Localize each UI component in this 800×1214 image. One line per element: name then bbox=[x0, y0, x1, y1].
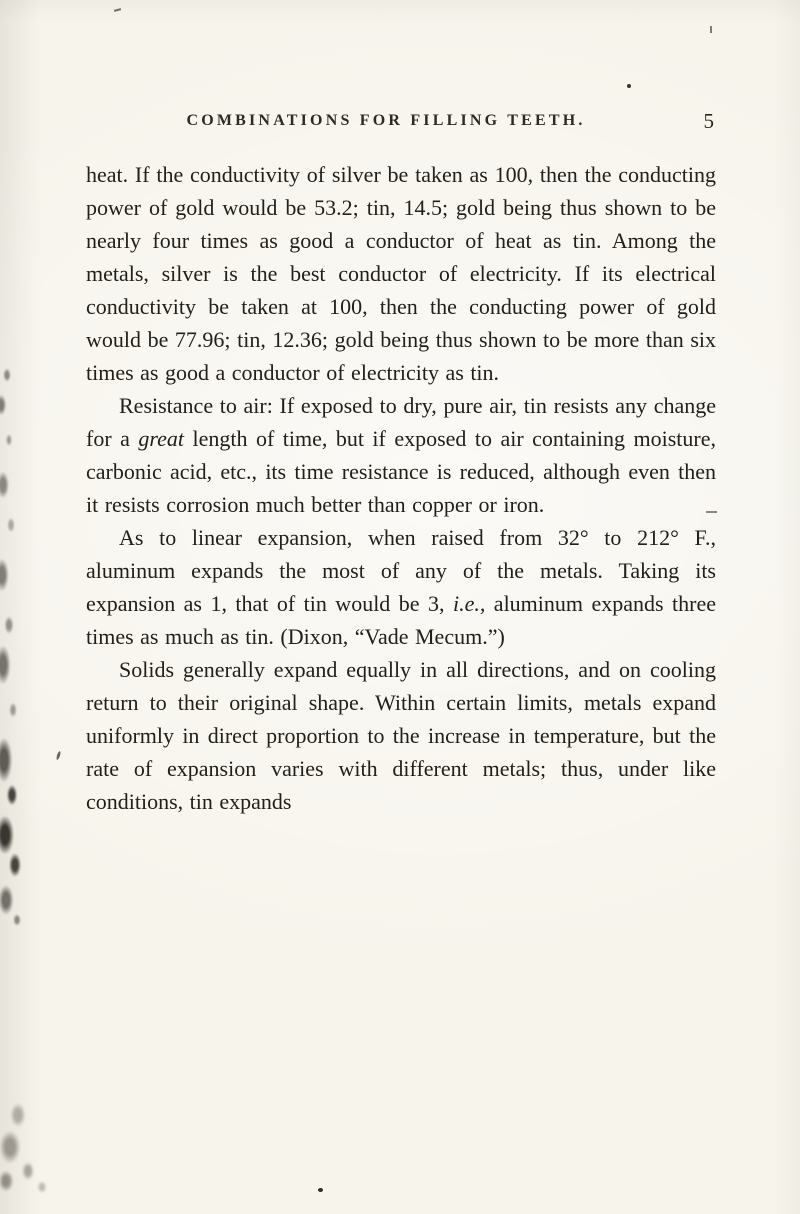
header-title: COMBINATIONS FOR FILLING TEETH. bbox=[186, 112, 586, 129]
running-header bbox=[86, 109, 716, 142]
paragraph bbox=[86, 158, 716, 389]
scan-dot-bottom-center bbox=[318, 1188, 323, 1192]
scan-mark-top-right bbox=[710, 26, 712, 33]
text-segment: length of time, but if exposed to air containing moisture, carbonic acid, etc., its time resistance is reduced, although even then it resists corrosion much better than copper or iron. bbox=[86, 426, 716, 517]
text-column bbox=[86, 109, 716, 818]
paragraph bbox=[86, 653, 716, 818]
text-segment: Resistance to air: If exposed to dry, pure air, tin resists any change for a bbox=[86, 393, 716, 451]
text-segment: aluminum expands three times as much as tin. (Dixon, “Vade Mecum.”) bbox=[86, 591, 716, 649]
text-segment-italic: great bbox=[138, 426, 184, 451]
scan-speckle-bottom-corner bbox=[0, 1085, 84, 1203]
page-number: 5 bbox=[703, 109, 714, 133]
scan-speckle-left-edge bbox=[0, 365, 31, 925]
paragraph bbox=[86, 389, 716, 521]
text-segment: heat. If the conductivity of silver be taken as 100, then the conducting power of gold would be 53.2; tin, 14.5; gold being thus shown to be nearly four times as good a conductor of heat as tin. Among the metals, silver is the best conductor of electricity. If its electrical conductivity be taken at 100, then the conducting power of gold would be 77.96; tin, 12.36; gold being thus shown to be more than six times as good a conductor of electricity as tin. bbox=[86, 162, 716, 385]
paragraph bbox=[86, 521, 716, 653]
text-segment-italic: i.e., bbox=[452, 591, 486, 616]
scan-dot-upper-right bbox=[627, 84, 631, 88]
scan-fleck-left-margin bbox=[56, 751, 62, 760]
text-segment: Solids generally expand equally in all directions, and on cooling return to their original shape. Within certain limits, metals expand uniformly in direct proportion to the increase in temperature, but the rate of expansion varies with different metals; thus, under like conditions, tin expands bbox=[86, 657, 716, 814]
page-body bbox=[86, 158, 716, 818]
scan-mark-top-left bbox=[114, 8, 121, 12]
text-segment: As to linear expansion, when raised from 32° to 212° F., aluminum expands the most of any of the metals. Taking its expansion as 1, that of tin would be 3, bbox=[86, 525, 716, 616]
